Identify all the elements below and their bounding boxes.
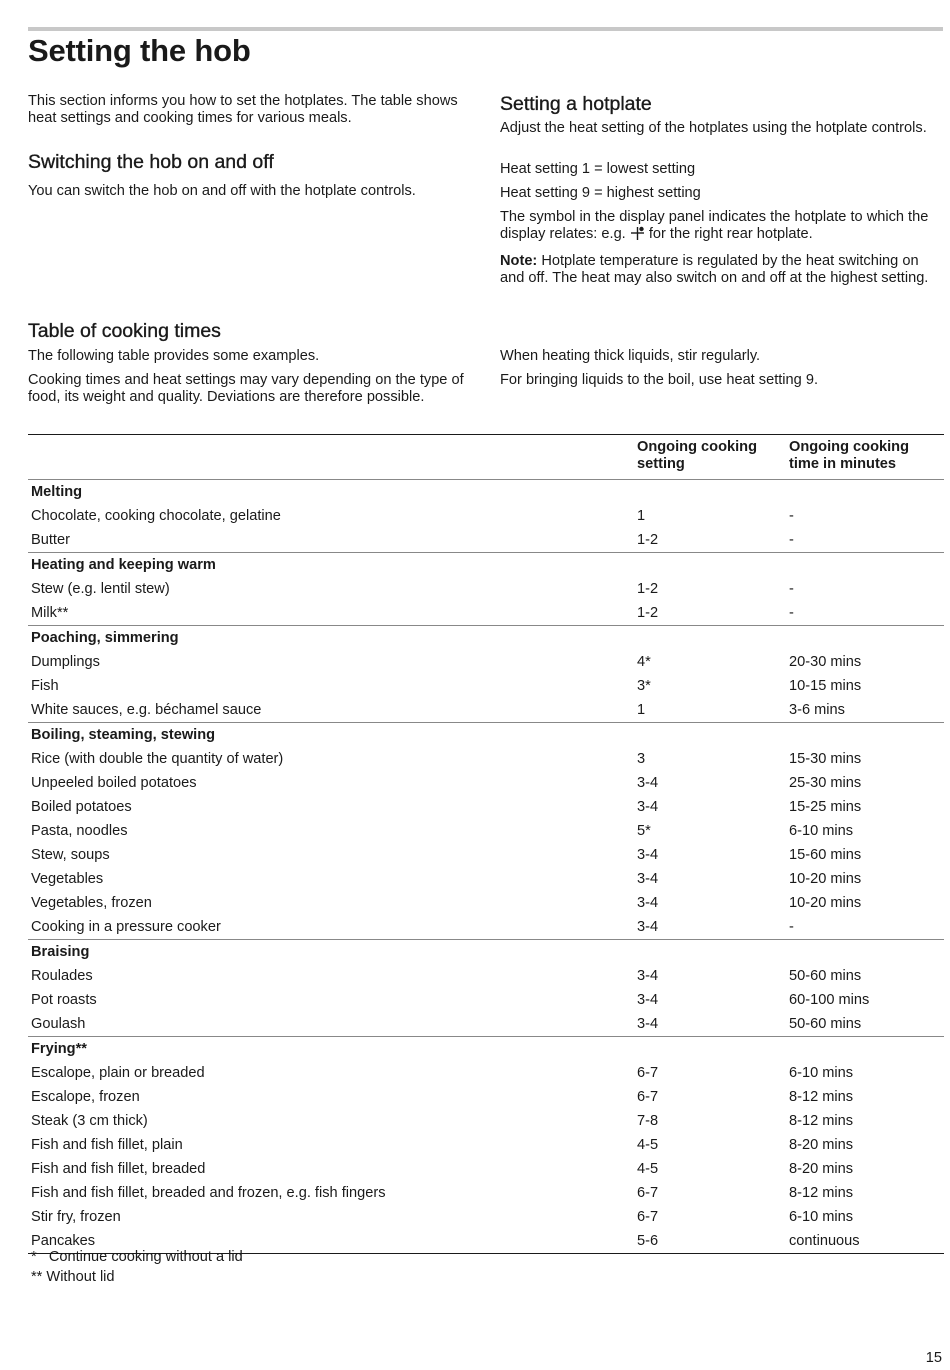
time-cell: 3-6 mins	[789, 702, 845, 718]
food-cell: Fish	[31, 678, 59, 694]
time-cell: 50-60 mins	[789, 968, 862, 984]
hotplate-text-3: Heat setting 9 = highest setting	[500, 185, 701, 201]
setting-cell: 5*	[637, 823, 651, 839]
food-cell: Dumplings	[31, 654, 100, 670]
food-cell: Unpeeled boiled potatoes	[31, 775, 197, 791]
group-name: Braising	[28, 940, 944, 965]
setting-cell: 4-5	[637, 1161, 659, 1177]
table-group-row	[28, 940, 944, 965]
setting-cell: 1-2	[637, 605, 659, 621]
setting-cell: 3-4	[637, 968, 659, 984]
time-cell: 20-30 mins	[789, 654, 862, 670]
table-row	[28, 771, 944, 795]
table-group-row	[28, 480, 944, 505]
table-row	[28, 915, 944, 940]
time-cell: 6-10 mins	[789, 1209, 854, 1225]
right-rear-hotplate-icon	[630, 226, 645, 240]
food-cell: Pasta, noodles	[31, 823, 128, 839]
table-row	[28, 1157, 944, 1181]
food-cell: Escalope, frozen	[31, 1089, 140, 1105]
cooking-text-3: When heating thick liquids, stir regularly.	[500, 348, 761, 364]
table-row	[28, 1012, 944, 1037]
page-title: Setting the hob	[28, 33, 251, 68]
table-row	[28, 698, 944, 723]
time-cell: 10-20 mins	[789, 871, 862, 887]
setting-cell: 6-7	[637, 1185, 659, 1201]
time-cell: continuous	[786, 1229, 944, 1254]
hotplate-text-1: Adjust the heat setting of the hotplates using the hotplate controls.	[500, 120, 927, 136]
note-text: Hotplate temperature is regulated by the heat switching on and off. The heat may also switch on and off at the highest setting.	[500, 253, 929, 286]
food-cell: Cooking in a pressure cooker	[31, 919, 221, 935]
food-cell: Rice (with double the quantity of water)	[31, 751, 284, 767]
time-cell: 8-20 mins	[789, 1161, 854, 1177]
table-row	[28, 674, 944, 698]
food-cell: Fish and fish fillet, breaded and frozen, e.g. fish fingers	[31, 1185, 386, 1201]
setting-cell: 3*	[637, 678, 651, 694]
time-cell: 10-20 mins	[789, 895, 862, 911]
food-cell: Butter	[31, 532, 70, 548]
table-row	[28, 650, 944, 674]
food-cell: Pancakes	[28, 1229, 634, 1254]
food-cell: Fish and fish fillet, breaded	[31, 1161, 206, 1177]
table-row	[28, 1085, 944, 1109]
time-cell: 50-60 mins	[789, 1016, 862, 1032]
group-name: Melting	[31, 484, 83, 500]
group-name: Poaching, simmering	[28, 626, 944, 651]
time-cell: -	[789, 508, 794, 524]
setting-cell: 5-6	[634, 1229, 786, 1254]
hotplate-heading: Setting a hotplate	[500, 93, 652, 115]
table-group-row	[28, 1037, 944, 1062]
cooking-heading: Table of cooking times	[28, 320, 221, 342]
setting-cell: 3-4	[637, 992, 659, 1008]
setting-cell: 3-4	[637, 871, 659, 887]
time-cell: 8-12 mins	[789, 1185, 854, 1201]
header-food	[28, 435, 634, 480]
hotplate-note	[500, 253, 945, 287]
food-cell: Pot roasts	[31, 992, 97, 1008]
food-cell: Fish and fish fillet, plain	[31, 1137, 183, 1153]
footnote-no-lid-continue: * Continue cooking without a lid	[31, 1249, 243, 1265]
time-cell: 10-15 mins	[789, 678, 862, 694]
time-cell: 15-25 mins	[789, 799, 862, 815]
table-group-row	[28, 626, 944, 651]
food-cell: Steak (3 cm thick)	[31, 1113, 148, 1129]
footnotes	[31, 1247, 243, 1287]
group-name: Heating and keeping warm	[28, 553, 944, 578]
table-row	[28, 1061, 944, 1085]
food-cell: White sauces, e.g. béchamel sauce	[31, 702, 262, 718]
time-cell: 15-30 mins	[789, 751, 862, 767]
time-cell: 15-60 mins	[789, 847, 862, 863]
setting-cell: 4*	[637, 654, 651, 670]
group-name: Boiling, steaming, stewing	[28, 723, 944, 748]
food-cell: Escalope, plain or breaded	[31, 1065, 205, 1081]
food-cell: Milk**	[31, 605, 69, 621]
food-cell: Roulades	[31, 968, 93, 984]
setting-cell: 4-5	[637, 1137, 659, 1153]
hotplate-text-4-before: The symbol in the display panel indicates the hotplate to which the display relates: e.g.	[500, 209, 929, 242]
cooking-text-2: Cooking times and heat settings may vary depending on the type of food, its weight and quality. Deviations are therefore possible.	[28, 372, 464, 405]
table-row	[28, 1133, 944, 1157]
setting-cell: 1	[637, 508, 646, 524]
setting-cell: 6-7	[637, 1089, 659, 1105]
table-row	[28, 1109, 944, 1133]
time-cell: -	[789, 605, 794, 621]
footnote-without-lid: ** Without lid	[31, 1269, 115, 1285]
setting-cell: 3	[637, 751, 646, 767]
setting-cell: 3-4	[637, 799, 659, 815]
food-cell: Vegetables	[31, 871, 104, 887]
food-cell: Stir fry, frozen	[31, 1209, 121, 1225]
time-cell: 25-30 mins	[789, 775, 862, 791]
setting-cell: 6-7	[637, 1209, 659, 1225]
table-row	[28, 795, 944, 819]
setting-cell: 1-2	[637, 581, 659, 597]
food-cell: Chocolate, cooking chocolate, gelatine	[31, 508, 281, 524]
food-cell: Goulash	[31, 1016, 86, 1032]
intro-text: This section informs you how to set the hotplates. The table shows heat settings and cooking times for various meals.	[28, 93, 458, 126]
table-row	[28, 988, 944, 1012]
setting-cell: 3-4	[637, 775, 659, 791]
group-name: Frying**	[28, 1037, 944, 1062]
table-header-row	[28, 435, 944, 480]
page-number: 15	[925, 1350, 942, 1366]
setting-cell: 7-8	[637, 1113, 659, 1129]
table-row	[28, 1181, 944, 1205]
table-row	[28, 867, 944, 891]
table-row	[28, 964, 944, 988]
table-group-row	[28, 553, 944, 578]
header-setting: Ongoing cooking setting	[637, 439, 757, 472]
setting-cell: 3-4	[637, 1016, 659, 1032]
table-row	[28, 601, 944, 626]
food-cell: Stew (e.g. lentil stew)	[31, 581, 170, 597]
time-cell: 8-12 mins	[789, 1089, 854, 1105]
table-group-row	[28, 723, 944, 748]
setting-cell: 1	[637, 702, 646, 718]
setting-cell: 3-4	[637, 919, 659, 935]
table-row	[28, 819, 944, 843]
time-cell: 6-10 mins	[789, 823, 854, 839]
table-row	[28, 891, 944, 915]
time-cell: -	[789, 581, 794, 597]
hotplate-text-2: Heat setting 1 = lowest setting	[500, 161, 696, 177]
food-cell: Stew, soups	[31, 847, 110, 863]
header-time: Ongoing cooking time in minutes	[789, 439, 909, 472]
cooking-text-1: The following table provides some examples.	[28, 348, 320, 364]
hotplate-text-4-after: for the right rear hotplate.	[644, 226, 813, 242]
table-row	[28, 504, 944, 528]
table-row	[28, 747, 944, 771]
cooking-times-table	[28, 434, 944, 1254]
food-cell: Vegetables, frozen	[31, 895, 152, 911]
time-cell: 8-12 mins	[789, 1113, 854, 1129]
table-row	[28, 577, 944, 601]
setting-cell: 1-2	[637, 532, 659, 548]
switching-heading: Switching the hob on and off	[28, 151, 274, 173]
time-cell: 8-20 mins	[789, 1137, 854, 1153]
table-row	[28, 1205, 944, 1229]
table-row	[28, 843, 944, 867]
top-rule	[28, 27, 943, 31]
cooking-text-4: For bringing liquids to the boil, use heat setting 9.	[500, 372, 819, 388]
hotplate-text-4	[500, 209, 945, 243]
time-cell: -	[789, 919, 794, 935]
food-cell: Boiled potatoes	[31, 799, 132, 815]
time-cell: 60-100 mins	[789, 992, 870, 1008]
time-cell: -	[789, 532, 794, 548]
note-label: Note:	[500, 253, 538, 269]
switching-text: You can switch the hob on and off with the hotplate controls.	[28, 183, 416, 199]
setting-cell: 3-4	[637, 847, 659, 863]
setting-cell: 3-4	[637, 895, 659, 911]
time-cell: 6-10 mins	[789, 1065, 854, 1081]
setting-cell: 6-7	[637, 1065, 659, 1081]
table-row	[28, 528, 944, 553]
